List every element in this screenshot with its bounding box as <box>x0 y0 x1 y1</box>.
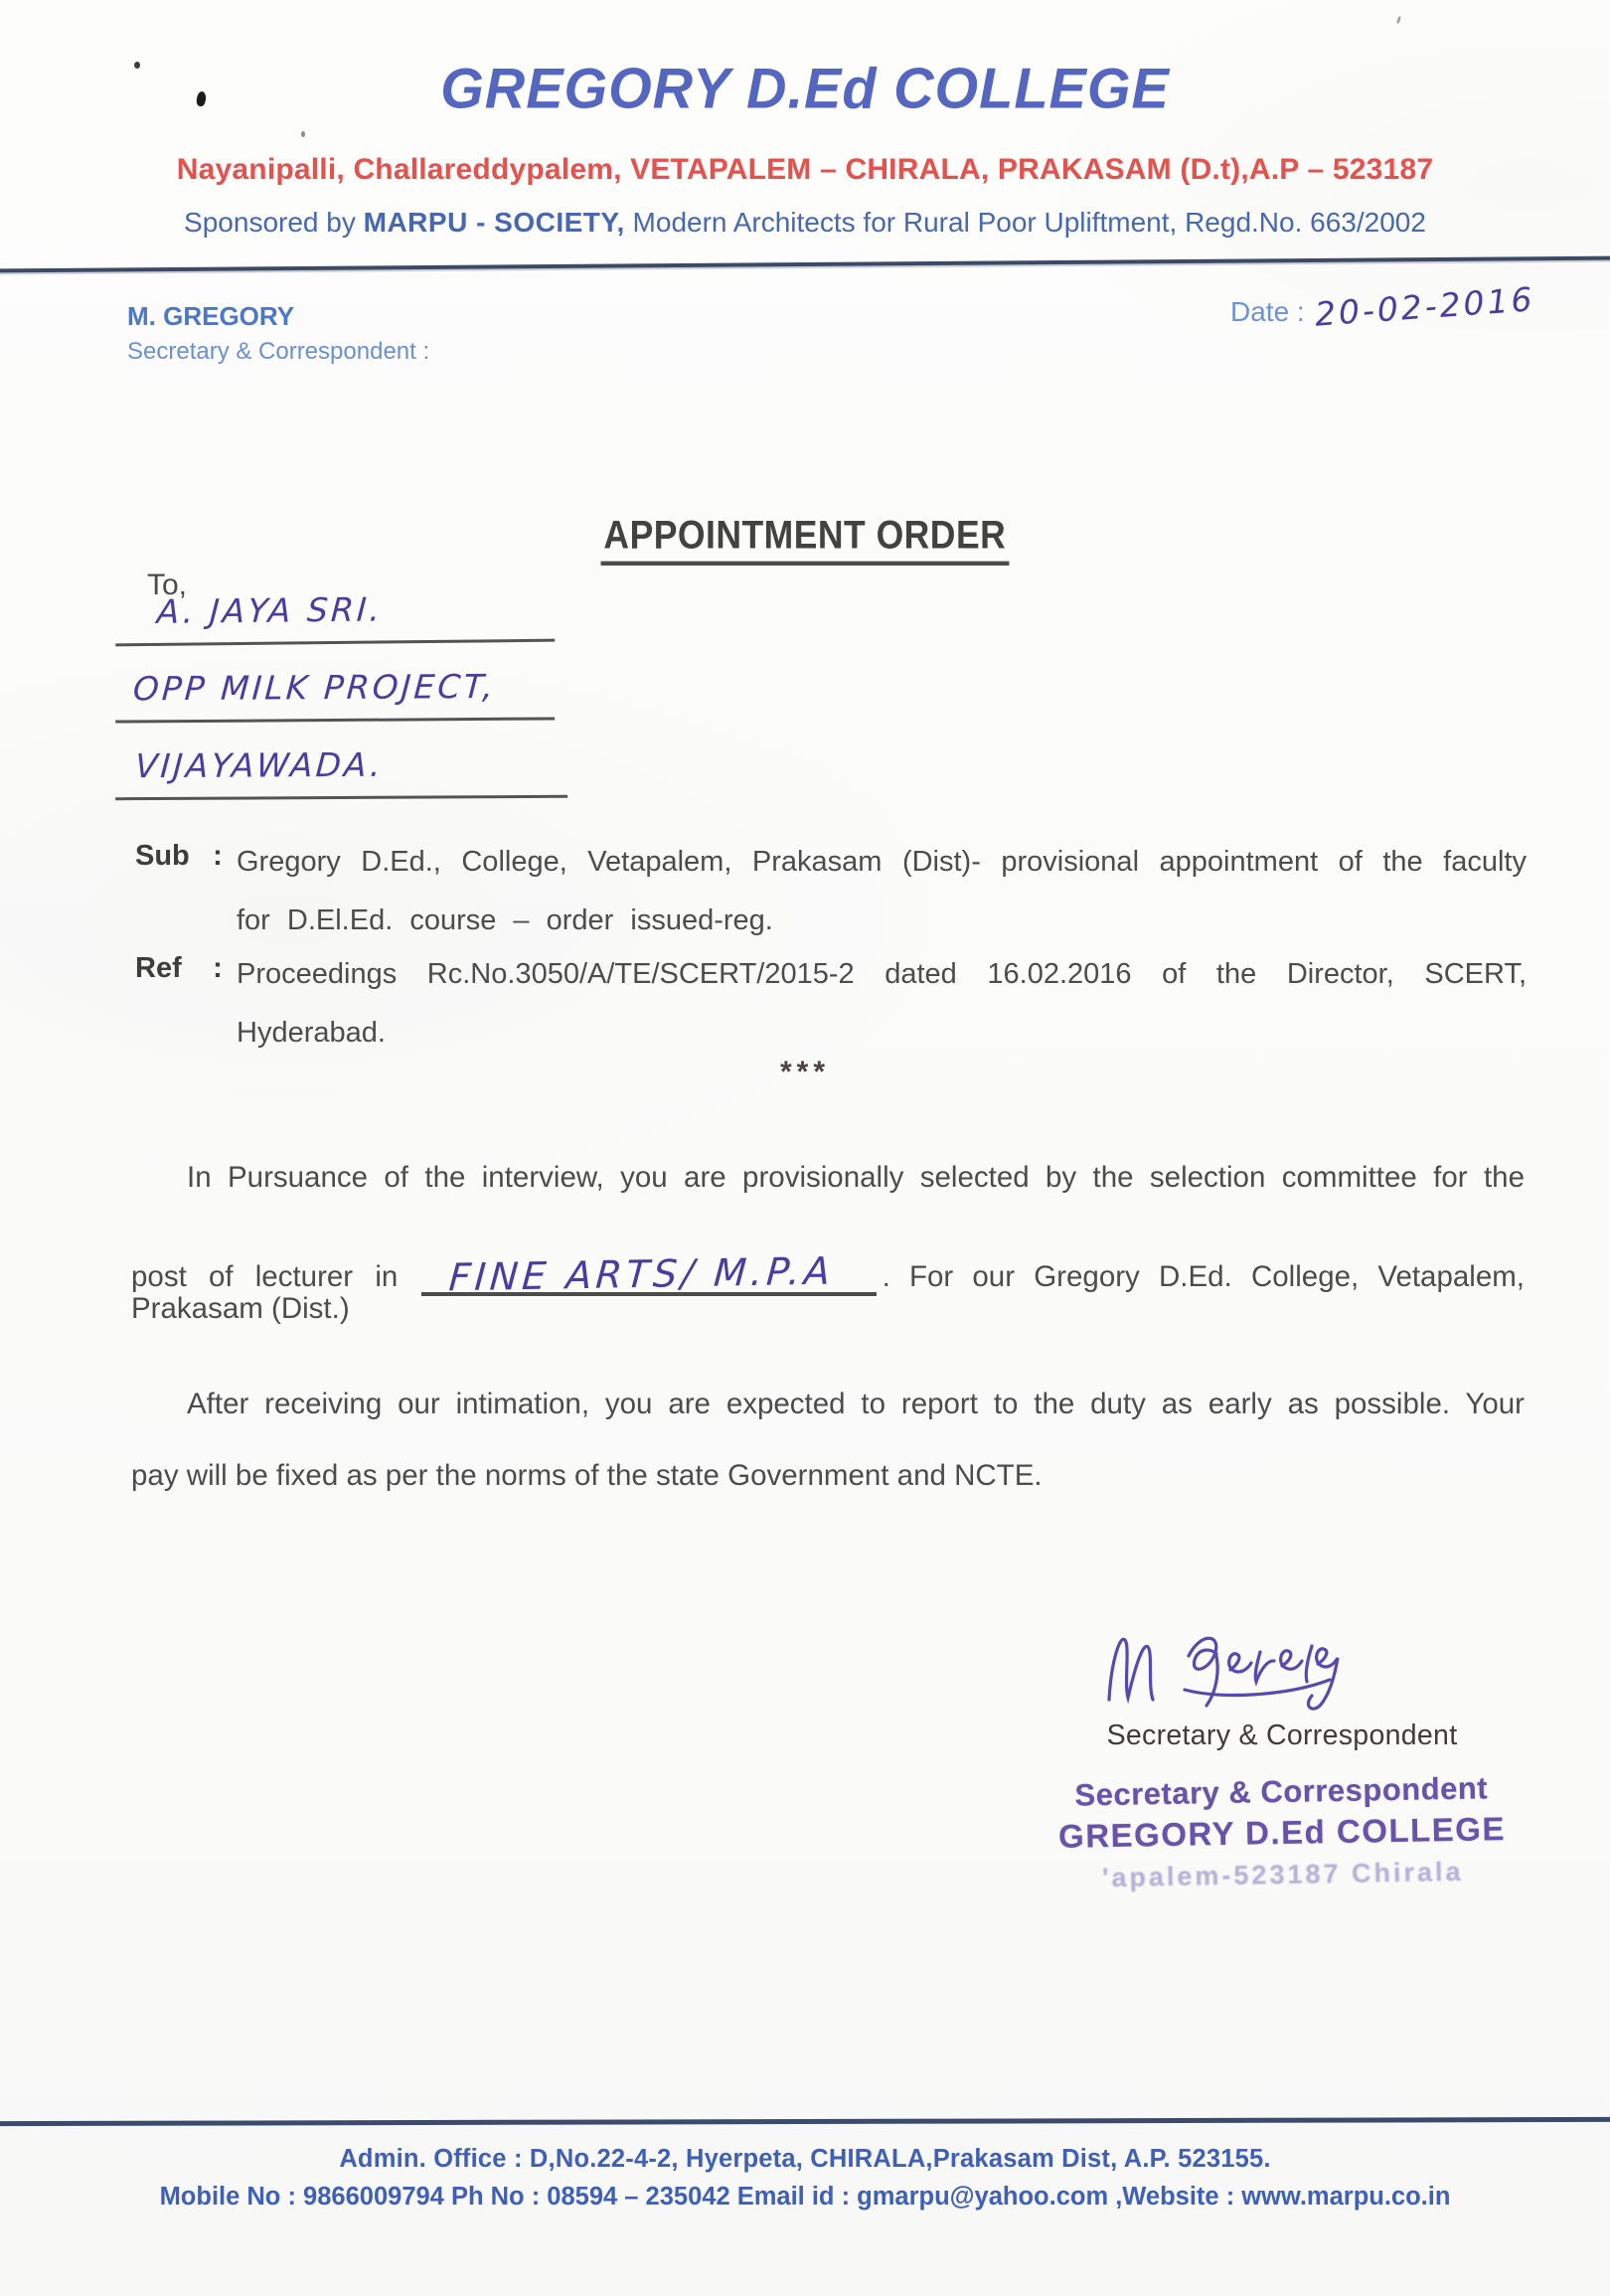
reference-text-line2: Hyderabad. <box>237 1016 386 1049</box>
signed-title: Secretary & Correspondent <box>1106 1720 1458 1751</box>
blank-prefix-text: post of lecturer in <box>131 1260 399 1293</box>
handwritten-recipient-city: VIJAYAWADA. <box>133 744 386 786</box>
paragraph2-line2: pay will be fixed as per the norms of the state Government and NCTE. <box>131 1459 1043 1492</box>
paragraph2-line1: After receiving our intimation, you are expected to report to the duty as early as possible. Your <box>187 1388 1525 1420</box>
subject-text-line2: for D.El.Ed. course – order issued-reg. <box>237 903 773 936</box>
officer-name: M. GREGORY <box>127 301 295 331</box>
reference-block <box>135 952 1527 1056</box>
college-name: GREGORY D.Ed COLLEGE <box>440 56 1170 120</box>
recipient-name-line <box>115 588 556 647</box>
handwritten-recipient-name: A. JAYA SRI. <box>155 589 385 631</box>
paragraph1-line3: Prakasam (Dist.) <box>131 1292 350 1325</box>
signature-block <box>1034 1618 1530 1893</box>
footer-contact-line: Mobile No : 9866009794 Ph No : 08594 – 235042 Email id : gmarpu@yahoo.com ,Website : www.marpu.co.in <box>159 2183 1451 2211</box>
reference-colon: : <box>213 952 223 984</box>
ink-speck <box>301 131 305 137</box>
stamp-college: GREGORY D.Ed COLLEGE <box>1057 1810 1507 1855</box>
subject-block <box>135 840 1527 943</box>
reference-text-line1: Proceedings Rc.No.3050/A/TE/SCERT/2015-2 dated 16.02.2016 of the Director, SCERT, <box>237 958 1527 990</box>
recipient-city-line <box>115 744 567 800</box>
stamp-title: Secretary & Correspondent <box>1074 1770 1489 1813</box>
stamp-address-faded: 'apalem-523187 Chirala <box>1101 1856 1464 1893</box>
section-separator: *** <box>779 1056 831 1088</box>
handwritten-date: 20-02-2016 <box>1313 279 1536 334</box>
date-row <box>1230 279 1536 334</box>
handwritten-post-value: FINE ARTS/ M.P.A <box>447 1248 836 1300</box>
sponsor-line <box>0 207 1610 239</box>
sponsored-prefix: Sponsored by <box>184 207 364 238</box>
blank-suffix-text: . For our Gregory D.Ed. College, Vetapalem, <box>882 1260 1525 1293</box>
document-title: APPOINTMENT ORDER <box>601 513 1010 566</box>
subject-label: Sub <box>135 840 190 872</box>
header-divider <box>0 256 1610 273</box>
signature-scribble <box>1093 1618 1391 1718</box>
handwritten-recipient-address: OPP MILK PROJECT, <box>131 666 498 709</box>
footer-divider <box>0 2117 1610 2126</box>
officer-title: Secretary & Correspondent : <box>127 338 430 365</box>
sponsor-name: MARPU - SOCIETY, <box>363 207 625 238</box>
salutation: To, <box>147 569 188 601</box>
document-title-wrap <box>0 515 1610 564</box>
sponsored-suffix: Modern Architects for Rural Poor Upliftment, Regd.No. 663/2002 <box>624 207 1426 238</box>
ink-speck <box>1396 16 1402 25</box>
footer-office-line: Admin. Office : D,No.22-4-2, Hyerpeta, CHIRALA,Prakasam Dist, A.P. 523155. <box>339 2145 1271 2173</box>
office-stamp <box>1033 1770 1531 1895</box>
reference-label: Ref <box>135 952 182 984</box>
post-blank-field <box>421 1219 876 1300</box>
recipient-address-line <box>115 666 555 723</box>
subject-colon: : <box>213 840 223 872</box>
college-address: Nayanipalli, Challareddypalem, VETAPALEM – CHIRALA, PRAKASAM (D.t),A.P – 523187 <box>176 153 1434 186</box>
date-label: Date : <box>1230 296 1305 327</box>
paragraph1-line1: In Pursuance of the interview, you are provisionally selected by the selection committee for the <box>187 1161 1525 1194</box>
subject-text-line1: Gregory D.Ed., College, Vetapalem, Prakasam (Dist)- provisional appointment of the faculty <box>237 846 1527 878</box>
